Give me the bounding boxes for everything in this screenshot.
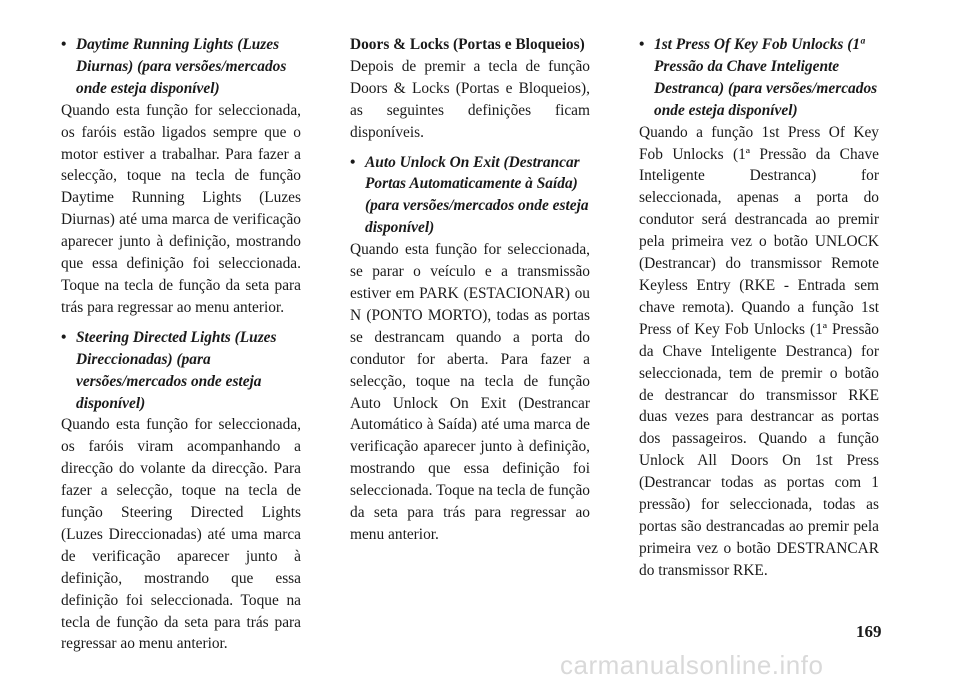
bullet-icon: • (61, 328, 67, 346)
daytime-running-lights-text: Quando esta função for seleccionada, os faróis estão ligados sempre que o motor estiver a trabalhar. Para fazer a selecção, toque na tecla de função Daytime Running Lights (Luzes Diurnas) até uma marca de verificação aparecer junto à definição, mostrando que essa definição foi seleccionada. Toque na tecla de função da seta para trás para regressar ao menu anterior. (61, 101, 301, 316)
bullet-text: 1st Press Of Key Fob Unlocks (1ª Pressão da Chave Inteligente Destranca) (para versões/mercados onde esteja disponível) (654, 36, 878, 119)
watermark: carmanualsonline.info (560, 650, 824, 680)
bullet-icon: • (61, 36, 67, 53)
doors-locks-intro: Depois de premir a tecla de função Doors & Locks (Portas e Bloqueios), as seguintes definições ficam disponíveis. (350, 57, 590, 141)
bullet-text: Steering Directed Lights (Luzes Direccionadas) (para versões/mercados onde esteja disponível) (76, 328, 277, 412)
bullet-icon: • (350, 153, 356, 171)
bullet-icon: • (639, 36, 645, 53)
column-3 (639, 34, 879, 582)
bullet-text: Daytime Running Lights (Luzes Diurnas) (para versões/mercados onde esteja disponível) (76, 36, 287, 97)
page-number: 169 (856, 622, 882, 641)
steering-directed-lights-text: Quando esta função for seleccionada, os faróis viram acompanhando a direcção do volante da direcção. Para fazer a selecção, toque na tecla de função Steering Directed Lights (Luzes Direccionadas) até uma marca de verificação aparecer junto à definição, mostrando que essa definição foi seleccionada. Toque na tecla de função da seta para trás para regressar ao menu anterior. (61, 416, 301, 653)
column-2 (350, 34, 590, 546)
column-1 (61, 34, 301, 655)
daytime-running-lights-title (61, 34, 301, 100)
bullet-text: Auto Unlock On Exit (Destrancar Portas Automaticamente à Saída) (para versões/mercados onde esteja disponível) (365, 153, 589, 237)
auto-unlock-text: Quando esta função for seleccionada, se parar o veículo e a transmissão estiver em PARK (ESTACIONAR) ou N (PONTO MORTO), todas as portas se destrancam quando a porta do condutor for aberta. Para fazer a selecção, toque na tecla de função Auto Unlock On Exit (Destrancar Automático à Saída) até uma marca de verificação aparecer junto à definição, mostrando que essa definição foi seleccionada. Toque na tecla de função da seta para trás para regressar ao menu anterior. (350, 241, 590, 543)
steering-directed-lights-title (61, 327, 301, 415)
doors-locks-heading: Doors & Locks (Portas e Bloqueios) (350, 36, 585, 53)
key-fob-unlocks-title (639, 34, 879, 122)
key-fob-unlocks-text: Quando a função 1st Press Of Key Fob Unlocks (1ª Pressão da Chave Inteligente Destranca) for seleccionada, apenas a porta do condutor será destrancada ao premir pela primeira vez o botão UNLOCK (Destrancar) do transmissor Remote Keyless Entry (RKE - Entrada sem chave remota). Quando a função 1st Press of Key Fob Unlocks (1ª Pressão da Chave Inteligente Destranca) for seleccionada, tem de premir o botão de destrancar do transmissor RKE duas vezes para destrancar as portas dos passageiros. Quando a função Unlock All Doors On 1st Press (Destrancar todas as portas com 1 pressão) for seleccionada, todas as portas são destrancadas ao premir pela primeira vez o botão DESTRANCAR do transmissor RKE. (639, 123, 879, 579)
auto-unlock-title (350, 152, 590, 240)
